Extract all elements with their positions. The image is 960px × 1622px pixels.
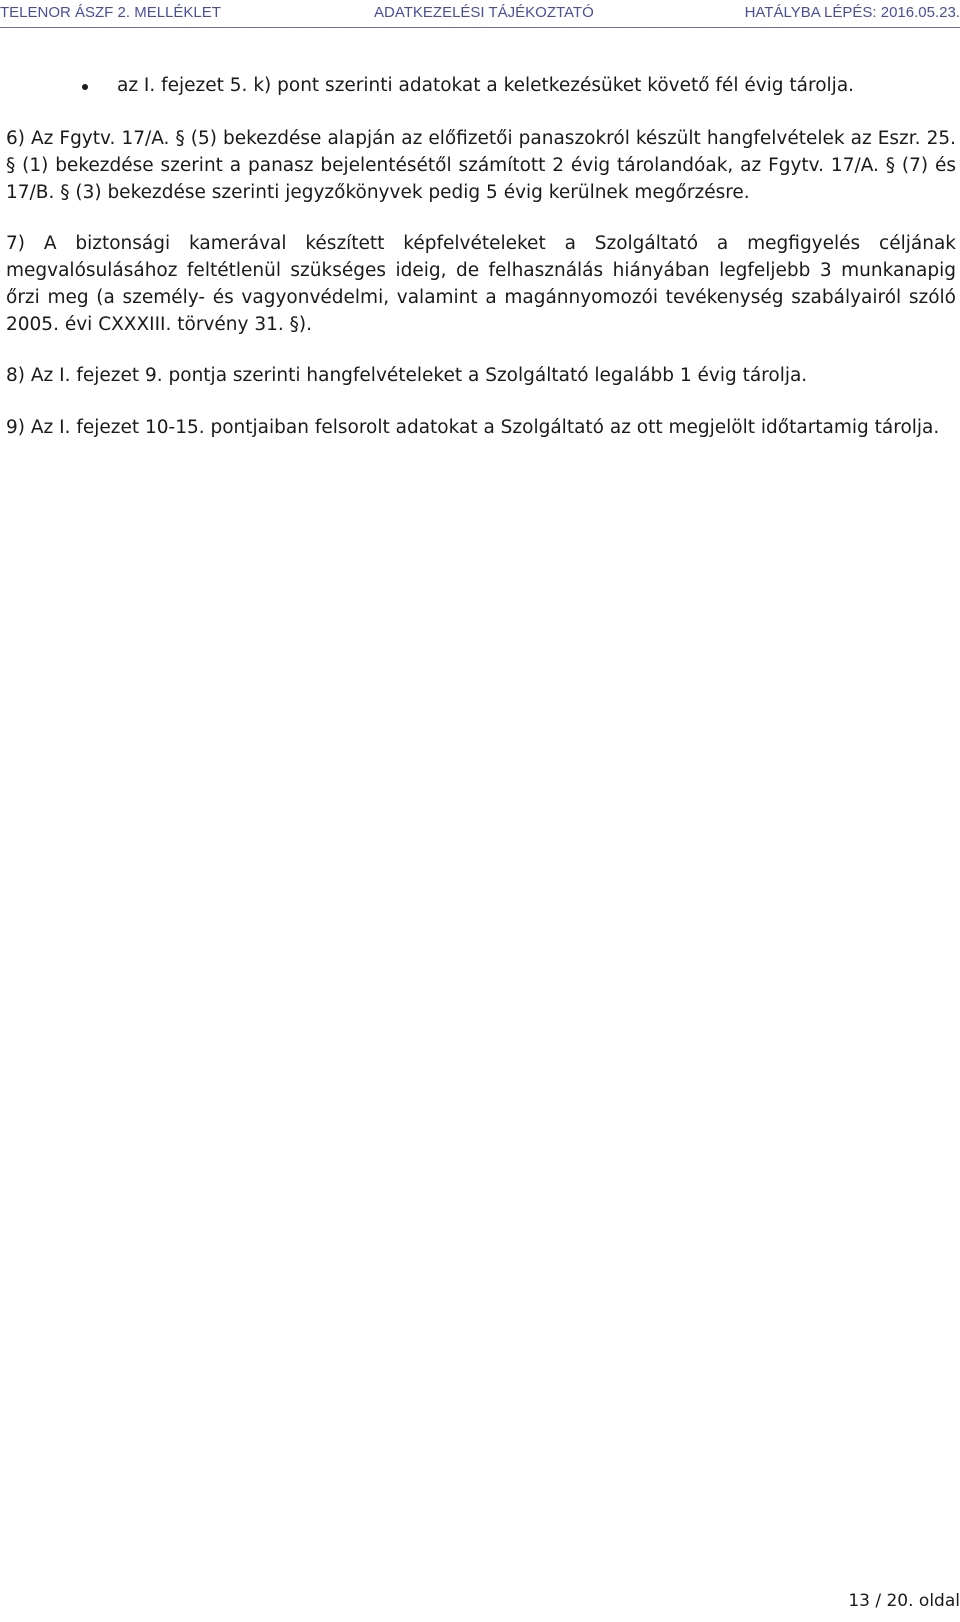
paragraph-item-6: 6) Az Fgytv. 17/A. § (5) bekezdése alapján az előfizetői panaszokról készült hangfelvételek az Eszr. 25. § (1) bekezdése szerint a panasz bejelentésétől számított 2 évig tárolandóak, az Fgytv. 17/A. § (7) és 17/B. § (3) bekezdése szerinti jegyzőkönyvek pedig 5 évig kerülnek megőrzésre.: [6, 128, 956, 203]
bullet-item-text: az I. fejezet 5. k) pont szerinti adatokat a keletkezésüket követő fél évig tárolja.: [117, 75, 855, 96]
header-section-title: ADATKEZELÉSI TÁJÉKOZTATÓ: [374, 4, 594, 21]
paragraph-item-8: 8) Az I. fejezet 9. pontja szerinti hangfelvételeket a Szolgáltató legalább 1 évig tárolja.: [6, 365, 808, 386]
paragraph-item-9: 9) Az I. fejezet 10-15. pontjaiban felsorolt adatokat a Szolgáltató az ott megjelölt időtartamig tárolja.: [6, 417, 940, 438]
header-effective-date: HATÁLYBA LÉPÉS: 2016.05.23.: [744, 4, 960, 21]
document-body: [6, 72, 956, 441]
paragraph-item-7: 7) A biztonsági kamerával készített képfelvételeket a Szolgáltató a megfigyelés céljának megvalósulásához feltétlenül szükséges ideig, de felhasználás hiányában legfeljebb 3 munkanapig őrzi meg (a személy- és vagyonvédelmi, valamint a magánnyomozói tevékenység szabályairól szóló 2005. évi CXXXIII. törvény 31. §).: [6, 233, 956, 335]
bullet-icon: [82, 84, 88, 90]
header-divider: [0, 27, 960, 28]
bullet-list-item: [6, 72, 956, 99]
header-document-title: TELENOR ÁSZF 2. MELLÉKLET: [0, 4, 221, 21]
page-header: [0, 4, 960, 28]
page-number: 13 / 20. oldal: [848, 1591, 960, 1611]
